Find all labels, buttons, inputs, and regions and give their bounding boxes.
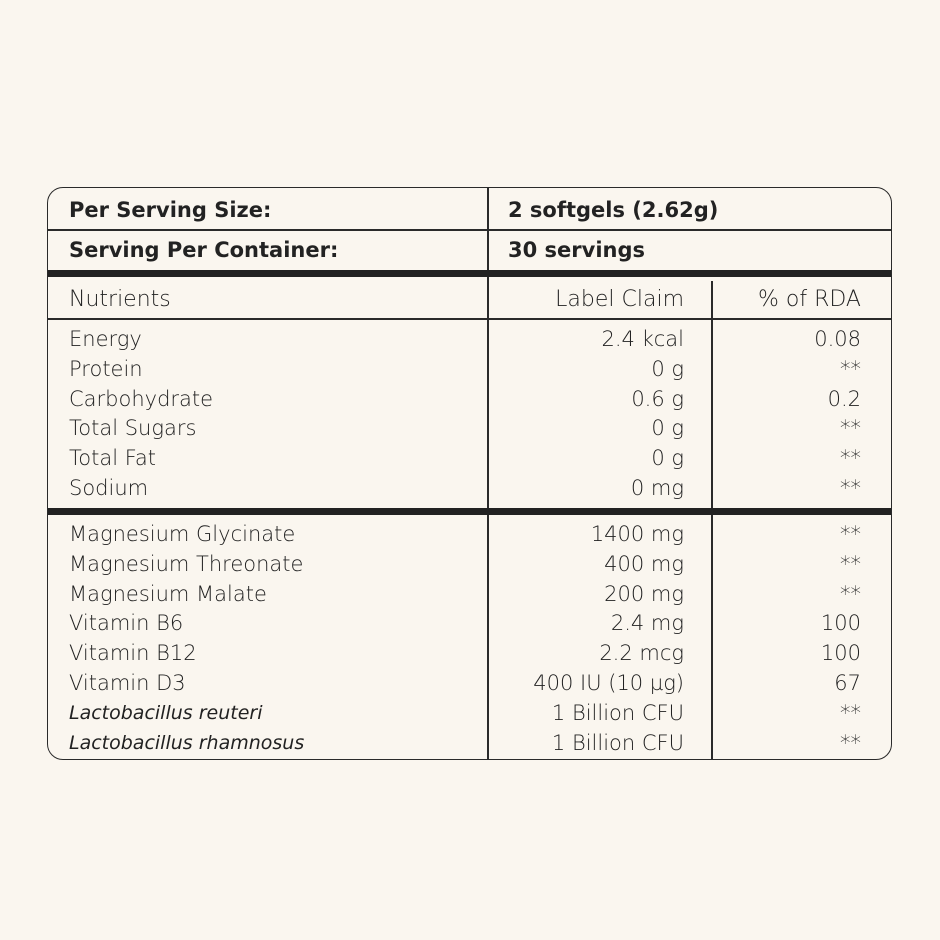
row-divider	[48, 229, 891, 231]
label-claim-value: 2.4 kcal	[601, 327, 684, 351]
rda-value: 100	[820, 611, 861, 636]
nutrient-name: Lactobacillus reuteri	[69, 701, 263, 724]
nutrient-name: Protein	[69, 356, 143, 381]
serving-size-value: 2 softgels (2.62g)	[508, 198, 719, 222]
nutrient-name: Carbohydrate	[69, 386, 214, 411]
nutrient-name: Vitamin B6	[69, 611, 184, 636]
column-divider	[711, 281, 713, 759]
nutrient-name: Total Fat	[69, 446, 156, 471]
rda-value: 0.2	[827, 386, 861, 411]
thick-divider	[48, 508, 891, 515]
label-claim-value: 1 Billion CFU	[551, 700, 684, 725]
rda-value: **	[840, 551, 861, 576]
rda-value: **	[840, 476, 861, 500]
rda-value: **	[840, 730, 861, 755]
label-claim-value: 400 IU (10 µg)	[533, 671, 684, 695]
rda-value: **	[840, 356, 861, 381]
rda-value: 0.08	[814, 327, 861, 351]
column-header-label-claim: Label Claim	[555, 287, 684, 312]
label-claim-value: 0 g	[651, 416, 684, 441]
nutrient-name: Vitamin B12	[69, 641, 197, 666]
thick-divider	[48, 270, 891, 277]
nutrient-name: Magnesium Malate	[69, 581, 267, 606]
label-claim-value: 2.2 mcg	[599, 641, 684, 666]
label-claim-value: 2.4 mg	[610, 611, 684, 636]
nutrient-name: Lactobacillus rhamnosus	[69, 731, 305, 754]
nutrition-facts-table	[47, 187, 892, 760]
label-claim-value: 0.6 g	[631, 386, 684, 411]
nutrient-name: Energy	[69, 327, 142, 351]
label-claim-value: 0 g	[651, 356, 684, 381]
label-claim-value: 0 g	[651, 446, 684, 471]
label-claim-value: 400 mg	[604, 551, 684, 576]
label-claim-value: 1400 mg	[590, 522, 684, 546]
nutrient-name: Magnesium Glycinate	[69, 522, 296, 546]
column-header-nutrients: Nutrients	[69, 287, 171, 312]
servings-label: Serving Per Container:	[69, 238, 339, 262]
rda-value: **	[840, 416, 861, 441]
rda-value: **	[840, 581, 861, 606]
label-claim-value: 200 mg	[604, 581, 684, 606]
row-divider	[48, 318, 891, 320]
servings-value: 30 servings	[508, 238, 646, 262]
column-header-rda: % of RDA	[758, 287, 861, 312]
serving-size-label: Per Serving Size:	[69, 198, 272, 222]
label-claim-value: 1 Billion CFU	[551, 730, 684, 755]
rda-value: 67	[834, 671, 861, 695]
nutrient-name: Magnesium Threonate	[69, 551, 304, 576]
rda-value: 100	[820, 641, 861, 666]
nutrient-name: Total Sugars	[69, 416, 197, 441]
rda-value: **	[840, 700, 861, 725]
rda-value: **	[840, 446, 861, 471]
label-claim-value: 0 mg	[630, 476, 684, 500]
rda-value: **	[840, 522, 861, 546]
nutrient-name: Sodium	[69, 476, 149, 500]
nutrient-name: Vitamin D3	[69, 671, 186, 695]
